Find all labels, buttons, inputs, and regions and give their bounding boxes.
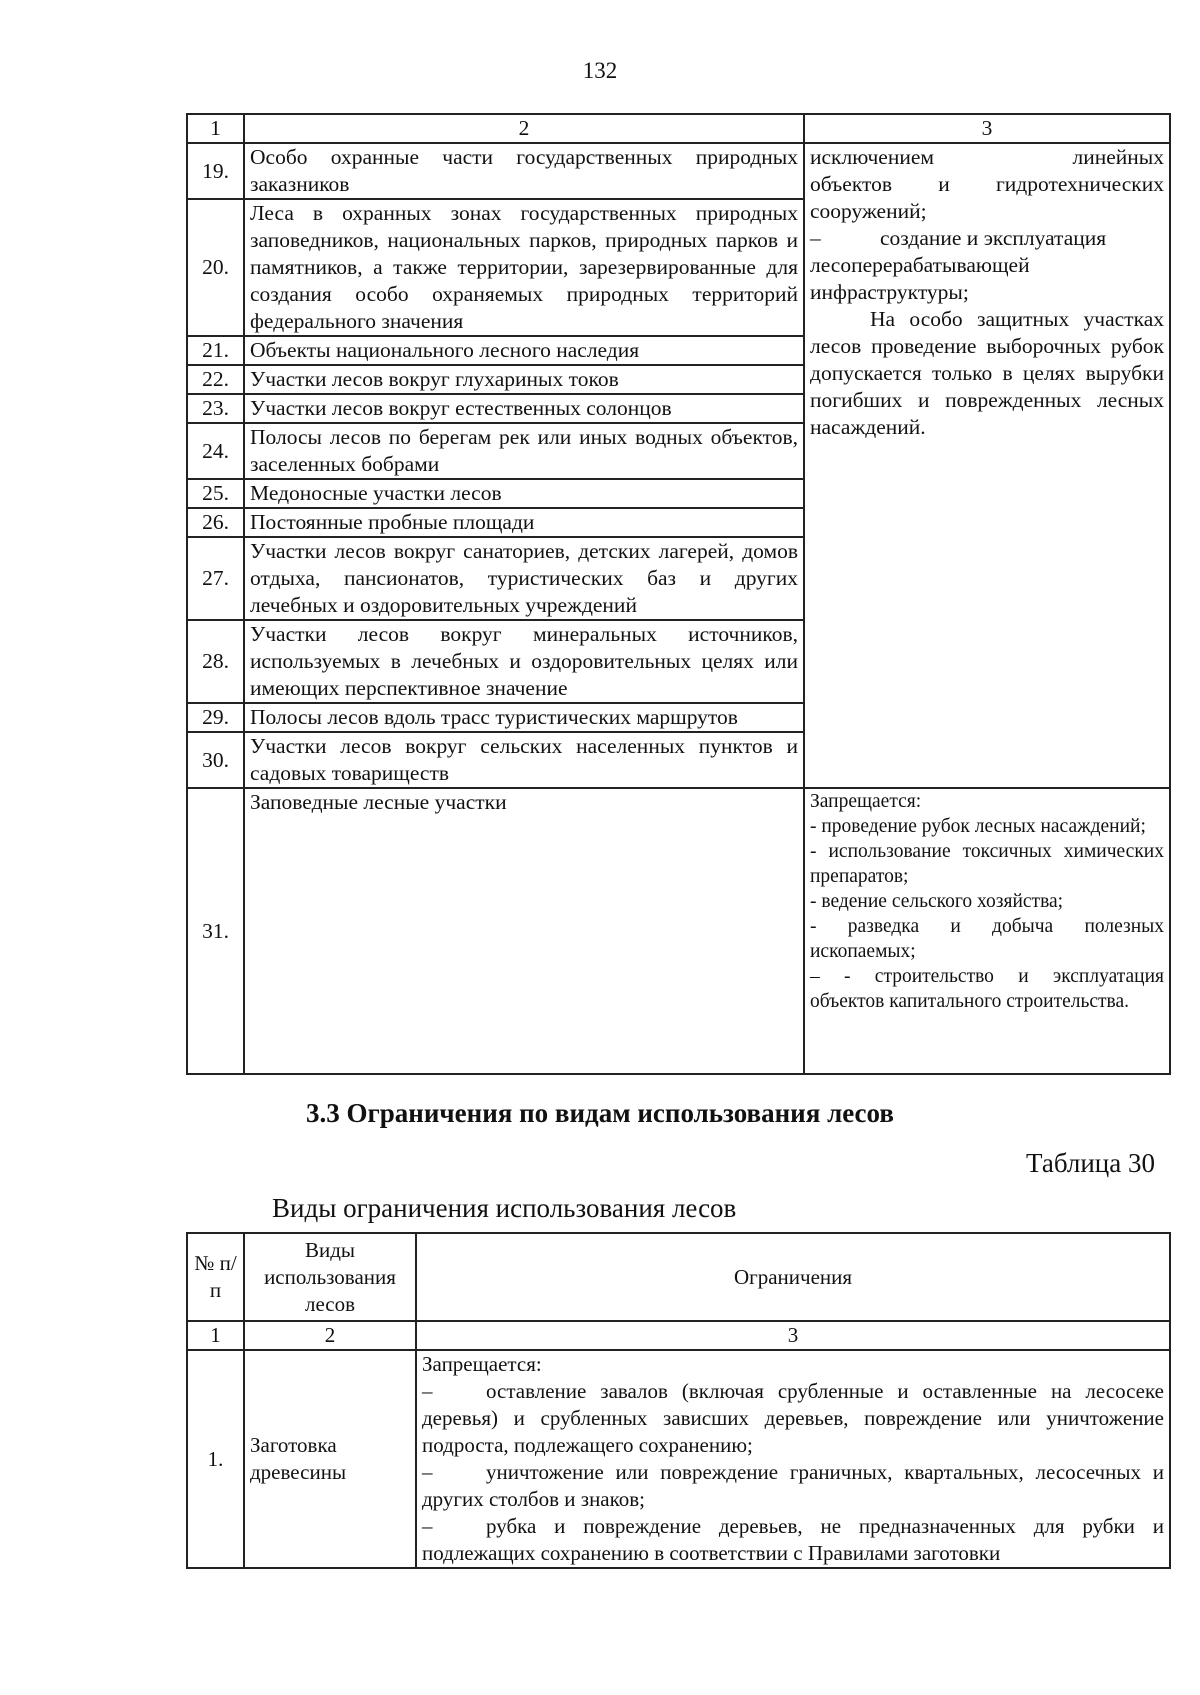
row-text: Заповедные лесные участки bbox=[244, 788, 804, 1074]
restriction-intro: Запрещается: bbox=[810, 791, 922, 812]
row-text: Леса в охранных зонах государственных природных заповедников, национальных парков, природных парков и памятников, а также территории, зарезервированные для создания особо охраняемых природных территорий федерального значения bbox=[244, 199, 804, 336]
row-text: Особо охранные части государственных природных заказников bbox=[244, 143, 804, 199]
row-text: Участки лесов вокруг глухариных токов bbox=[244, 365, 804, 394]
row-number: 20. bbox=[187, 199, 244, 336]
restriction-line bbox=[810, 225, 1164, 252]
restriction-item: - разведка и добыча полезных ископаемых; bbox=[810, 916, 1164, 962]
col-number: 1 bbox=[187, 1321, 244, 1350]
header-num: № п/п bbox=[187, 1233, 244, 1321]
row-text: Участки лесов вокруг сельских населенных пунктов и садовых товариществ bbox=[244, 732, 804, 788]
row-number: 26. bbox=[187, 508, 244, 537]
restriction-text: уничтожение или повреждение граничных, квартальных, лесосечных и других столбов и знаков; bbox=[422, 1460, 1164, 1511]
row-number: 19. bbox=[187, 143, 244, 199]
row-number: 25. bbox=[187, 479, 244, 508]
restriction-line: объектов и гидротехнических bbox=[810, 172, 1164, 196]
table-row bbox=[187, 143, 1170, 199]
table-label: Таблица 30 bbox=[1026, 1148, 1155, 1178]
col-header-2: 2 bbox=[244, 114, 804, 143]
restriction-text: создание и эксплуатация bbox=[880, 226, 1107, 250]
row-text: Участки лесов вокруг санаториев, детских лагерей, домов отдыха, пансионатов, туристических баз и других лечебных и оздоровительных учреждений bbox=[244, 537, 804, 620]
table-row bbox=[187, 1350, 1170, 1568]
col-header-3: 3 bbox=[804, 114, 1170, 143]
table-continued bbox=[186, 113, 1171, 1075]
dash-mark: – bbox=[422, 1379, 433, 1403]
dash-mark: – bbox=[810, 226, 821, 250]
row-number: 28. bbox=[187, 620, 244, 703]
restriction-item bbox=[422, 1513, 1164, 1567]
restriction-item: – - строительство и эксплуатация объектов капитального строительства. bbox=[810, 966, 1164, 1012]
row-text: Участки лесов вокруг естественных солонцов bbox=[244, 394, 804, 423]
restriction-item: - ведение сельского хозяйства; bbox=[810, 891, 1064, 912]
restriction-item: - использование токсичных химических препаратов; bbox=[810, 841, 1164, 887]
merged-restrictions-cell bbox=[804, 143, 1170, 788]
table-header-row bbox=[187, 1233, 1170, 1321]
row-text: Полосы лесов по берегам рек или иных водных объектов, заселенных бобрами bbox=[244, 423, 804, 479]
row-text: Медоносные участки лесов bbox=[244, 479, 804, 508]
restriction-text: рубка и повреждение деревьев, не предназначенных для рубки и подлежащих сохранению в соответствии с Правилами заготовки bbox=[422, 1514, 1164, 1565]
restrictions-table bbox=[186, 1232, 1171, 1569]
restriction-paragraph: На особо защитных участках лесов проведение выборочных рубок допускается только в целях вырубки погибших и поврежденных лесных насаждений. bbox=[810, 307, 1164, 439]
row-number: 21. bbox=[187, 336, 244, 365]
restrictions-cell bbox=[416, 1350, 1170, 1568]
col-number: 2 bbox=[244, 1321, 416, 1350]
restriction-line: исключением линейных bbox=[810, 145, 1164, 169]
row-number: 29. bbox=[187, 703, 244, 732]
col-number: 3 bbox=[416, 1321, 1170, 1350]
row-text: Полосы лесов вдоль трасс туристических маршрутов bbox=[244, 703, 804, 732]
header-restrictions: Ограничения bbox=[416, 1233, 1170, 1321]
table-header-row bbox=[187, 114, 1170, 143]
table-row bbox=[187, 788, 1170, 1074]
row-number: 23. bbox=[187, 394, 244, 423]
restriction-line: сооружений; bbox=[810, 199, 927, 223]
col-header-1: 1 bbox=[187, 114, 244, 143]
restriction-line: инфраструктуры; bbox=[810, 280, 969, 304]
restriction-text: оставление завалов (включая срубленные и оставленные на лесосеке деревья) и срубленных зависших деревьев, повреждение или уничтожение подроста, подлежащего сохранению; bbox=[422, 1379, 1164, 1457]
restriction-item bbox=[422, 1378, 1164, 1459]
row-number: 31. bbox=[187, 788, 244, 1074]
row-number: 22. bbox=[187, 365, 244, 394]
dash-mark: – bbox=[422, 1514, 433, 1538]
table-caption: Виды ограничения использования лесов bbox=[272, 1193, 737, 1223]
column-number-row bbox=[187, 1321, 1170, 1350]
usage-type: Заготовка древесины bbox=[244, 1350, 416, 1568]
page-number: 132 bbox=[582, 58, 618, 83]
header-type: Виды использования лесов bbox=[244, 1233, 416, 1321]
row-text: Участки лесов вокруг минеральных источников, используемых в лечебных и оздоровительных целях или имеющих перспективное значение bbox=[244, 620, 804, 703]
row-text: Постоянные пробные площади bbox=[244, 508, 804, 537]
dash-mark: – bbox=[422, 1460, 433, 1484]
section-title: 3.3 Ограничения по видам использования лесов bbox=[306, 1098, 894, 1128]
row-number: 30. bbox=[187, 732, 244, 788]
row-number: 1. bbox=[187, 1350, 244, 1568]
row31-restrictions-cell bbox=[804, 788, 1170, 1074]
restriction-item bbox=[422, 1459, 1164, 1513]
row-number: 27. bbox=[187, 537, 244, 620]
row-number: 24. bbox=[187, 423, 244, 479]
restriction-line: лесоперерабатывающей bbox=[810, 253, 1030, 277]
restriction-item: - проведение рубок лесных насаждений; bbox=[810, 816, 1146, 837]
row-text: Объекты национального лесного наследия bbox=[244, 336, 804, 365]
restriction-intro: Запрещается: bbox=[422, 1352, 542, 1376]
